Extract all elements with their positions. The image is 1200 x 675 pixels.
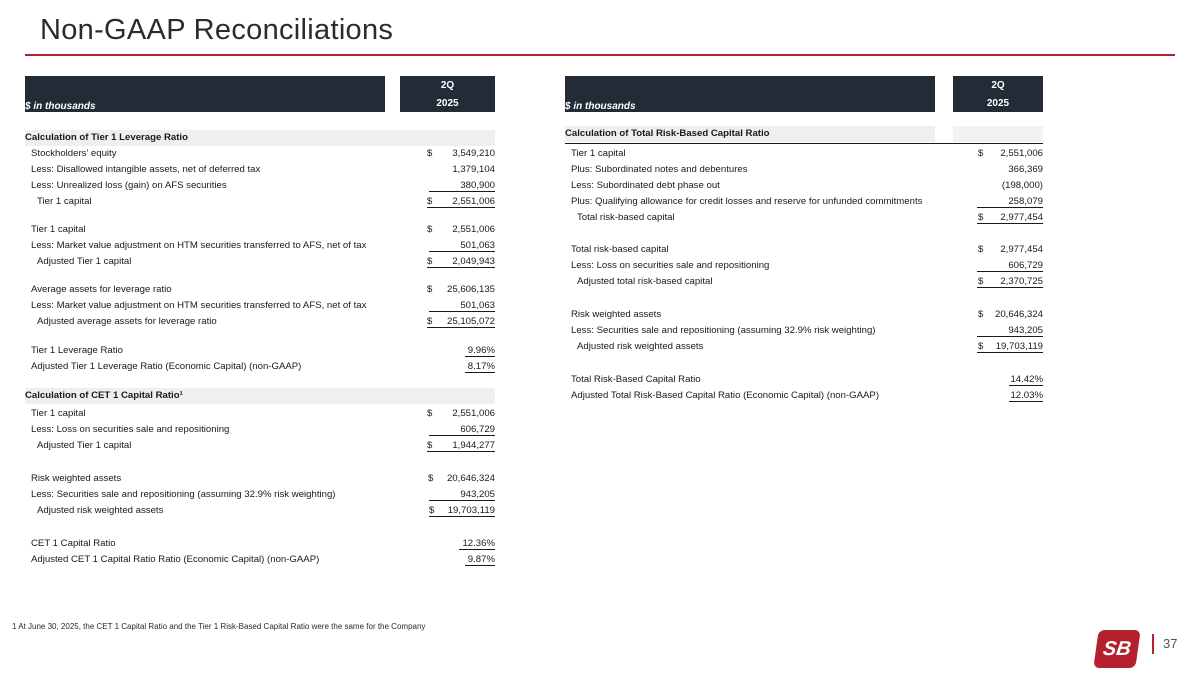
value-underline [427,451,495,452]
table-row [25,194,495,210]
row-value: 258,079 [1008,196,1043,207]
value-underline [465,565,495,566]
row-dollar: $ [427,408,433,419]
row-value: 3,549,210 [452,148,495,159]
row-label: Adjusted Tier 1 Leverage Ratio (Economic Capital) (non-GAAP) [31,361,302,372]
row-value: 2,370,725 [1000,276,1043,287]
row-value: 2,977,454 [1000,244,1043,255]
table-row [25,178,495,194]
row-value: 2,551,006 [1000,148,1043,159]
left-period-column-header [400,76,495,112]
row-value: 606,729 [1008,260,1043,271]
table-row [565,162,1043,178]
right-period-quarter: 2Q [991,80,1005,91]
value-underline [429,500,495,501]
table-row [25,471,495,487]
table-row [565,372,1043,388]
row-label: Risk weighted assets [571,309,662,320]
left-table-header [25,76,495,112]
section-total-risk-based [565,126,1043,142]
section-heading: Calculation of Tier 1 Leverage Ratio [25,132,188,143]
table-row [25,162,495,178]
row-dollar: $ [978,341,984,352]
table-row [25,422,495,438]
value-underline [429,251,495,252]
table-row [25,238,495,254]
logo-mark: SB [1101,637,1133,660]
row-dollar: $ [427,440,433,451]
footnote: 1 At June 30, 2025, the CET 1 Capital Ratio and the Tier 1 Risk-Based Capital Ratio were the same for the Company [12,622,426,631]
row-label: Tier 1 capital [571,148,626,159]
row-label: Tier 1 capital [37,196,92,207]
row-label: Adjusted total risk-based capital [577,276,713,287]
row-value: 380,900 [460,180,495,191]
table-row [25,552,495,568]
row-value: 2,551,006 [452,196,495,207]
value-underline [429,191,495,192]
row-value: 20,646,324 [994,309,1043,320]
table-row [565,178,1043,194]
row-value: 19,703,119 [447,505,495,516]
value-underline [1009,385,1043,386]
row-value: 2,049,943 [452,256,495,267]
row-dollar: $ [427,148,433,159]
row-dollar: $ [427,196,433,207]
row-dollar: $ [427,316,433,327]
section-value-bg [953,126,1043,142]
row-label: Less: Securities sale and repositioning (assuming 32.9% risk weighting) [31,489,336,500]
row-value: 2,977,454 [1000,212,1043,223]
row-label: Less: Loss on securities sale and repositioning [571,260,770,271]
table-row [565,388,1043,404]
row-dollar: $ [428,473,434,484]
table-row [25,314,495,330]
table-row [565,339,1043,355]
value-underline [427,267,495,268]
row-value: 1,944,277 [452,440,495,451]
row-dollar: $ [427,224,433,235]
table-row [25,298,495,314]
row-value: (198,000) [1001,180,1043,191]
row-label: Less: Market value adjustment on HTM securities transferred to AFS, net of tax [31,240,367,251]
value-underline [429,435,495,436]
row-value: 501,063 [460,240,495,251]
row-label: Plus: Qualifying allowance for credit losses and reserve for unfunded commitments [571,196,923,207]
row-dollar: $ [978,212,984,223]
table-row [565,146,1043,162]
value-underline [977,223,1043,224]
table-row [25,487,495,503]
page-title: Non-GAAP Reconciliations [40,14,394,46]
table-row [565,307,1043,323]
value-underline [977,207,1043,208]
row-value: 9.87% [467,554,495,565]
table-row [25,503,495,519]
row-value: 2,551,006 [452,224,495,235]
section-rule [565,143,1043,144]
row-value: 25,105,072 [446,316,495,327]
row-value: 12.36% [462,538,495,549]
row-value: 20,646,324 [446,473,495,484]
page-number: 37 [1163,636,1178,651]
row-label: Tier 1 capital [31,224,86,235]
left-table [25,76,495,565]
row-label: Adjusted Tier 1 capital [37,256,132,267]
row-label: Stockholders’ equity [31,148,117,159]
table-row [25,536,495,552]
row-label: CET 1 Capital Ratio [31,538,116,549]
row-value: 606,729 [460,424,495,435]
row-dollar: $ [978,276,984,287]
row-label: Less: Unrealized loss (gain) on AFS securities [31,180,227,191]
table-row [25,282,495,298]
row-label: Adjusted average assets for leverage ratio [37,316,217,327]
section-cet1-capital [25,388,495,404]
table-row [565,242,1043,258]
table-row [25,343,495,359]
row-value: 1,379,104 [452,164,495,175]
value-underline [427,207,495,208]
table-row [25,359,495,375]
row-label: Tier 1 capital [31,408,86,419]
row-label: Plus: Subordinated notes and debentures [571,164,748,175]
value-underline [429,311,495,312]
row-value: 8.17% [467,361,495,372]
value-underline [977,352,1043,353]
row-value: 366,369 [1008,164,1043,175]
row-dollar: $ [978,244,984,255]
right-table [565,76,1045,401]
row-value: 501,063 [460,300,495,311]
table-row [25,222,495,238]
row-label: Adjusted Tier 1 capital [37,440,132,451]
row-label: Total Risk-Based Capital Ratio [571,374,701,385]
section-heading: Calculation of CET 1 Capital Ratio¹ [25,390,183,401]
row-dollar: $ [978,148,984,159]
table-row [565,274,1043,290]
table-row [25,146,495,162]
left-units-label: $ in thousands [25,101,96,112]
table-row [25,406,495,422]
row-value: 943,205 [1008,325,1043,336]
row-label: Total risk-based capital [577,212,675,223]
row-label: Less: Loss on securities sale and repositioning [31,424,230,435]
row-dollar: $ [427,256,433,267]
row-value: 943,205 [460,489,495,500]
row-value: 25,606,135 [446,284,495,295]
right-units-label: $ in thousands [565,101,636,112]
table-row [25,438,495,454]
right-period-year: 2025 [986,98,1010,109]
row-dollar: $ [978,309,984,320]
row-value: 14.42% [1010,374,1043,385]
value-underline [465,356,495,357]
table-row [565,258,1043,274]
row-label: Adjusted Total Risk-Based Capital Ratio (Economic Capital) (non-GAAP) [571,390,880,401]
row-label: Less: Market value adjustment on HTM securities transferred to AFS, net of tax [31,300,367,311]
right-period-column-header [953,76,1043,112]
row-value: 2,551,006 [452,408,495,419]
company-logo [1093,630,1140,668]
row-label: Adjusted risk weighted assets [577,341,704,352]
row-label: Total risk-based capital [571,244,669,255]
value-underline [977,336,1043,337]
table-row [25,254,495,270]
row-label: Less: Disallowed intangible assets, net of deferred tax [31,164,261,175]
row-label: Adjusted CET 1 Capital Ratio Ratio (Economic Capital) (non-GAAP) [31,554,320,565]
value-underline [465,372,495,373]
value-underline [1009,401,1043,402]
row-label: Less: Securities sale and repositioning (assuming 32.9% risk weighting) [571,325,876,336]
value-underline [427,327,495,328]
table-row [565,323,1043,339]
row-value: 9.96% [467,345,495,356]
title-divider [25,54,1175,56]
value-underline [977,271,1043,272]
footer-separator [1152,634,1154,654]
value-underline [459,549,495,550]
left-period-year: 2025 [436,98,459,109]
row-label: Less: Subordinated debt phase out [571,180,720,191]
row-value: 12.03% [1010,390,1043,401]
row-label: Average assets for leverage ratio [31,284,172,295]
row-dollar: $ [429,505,435,516]
table-row [565,194,1043,210]
row-value: 19,703,119 [995,341,1043,352]
value-underline [977,287,1043,288]
table-row [565,210,1043,226]
row-label: Adjusted risk weighted assets [37,505,164,516]
row-dollar: $ [427,284,433,295]
right-table-header [565,76,1045,112]
section-heading: Calculation of Total Risk-Based Capital Ratio [565,128,770,139]
row-label: Risk weighted assets [31,473,122,484]
left-period-quarter: 2Q [440,80,455,91]
value-underline [429,516,495,517]
section-tier1-leverage [25,130,495,146]
row-label: Tier 1 Leverage Ratio [31,345,123,356]
